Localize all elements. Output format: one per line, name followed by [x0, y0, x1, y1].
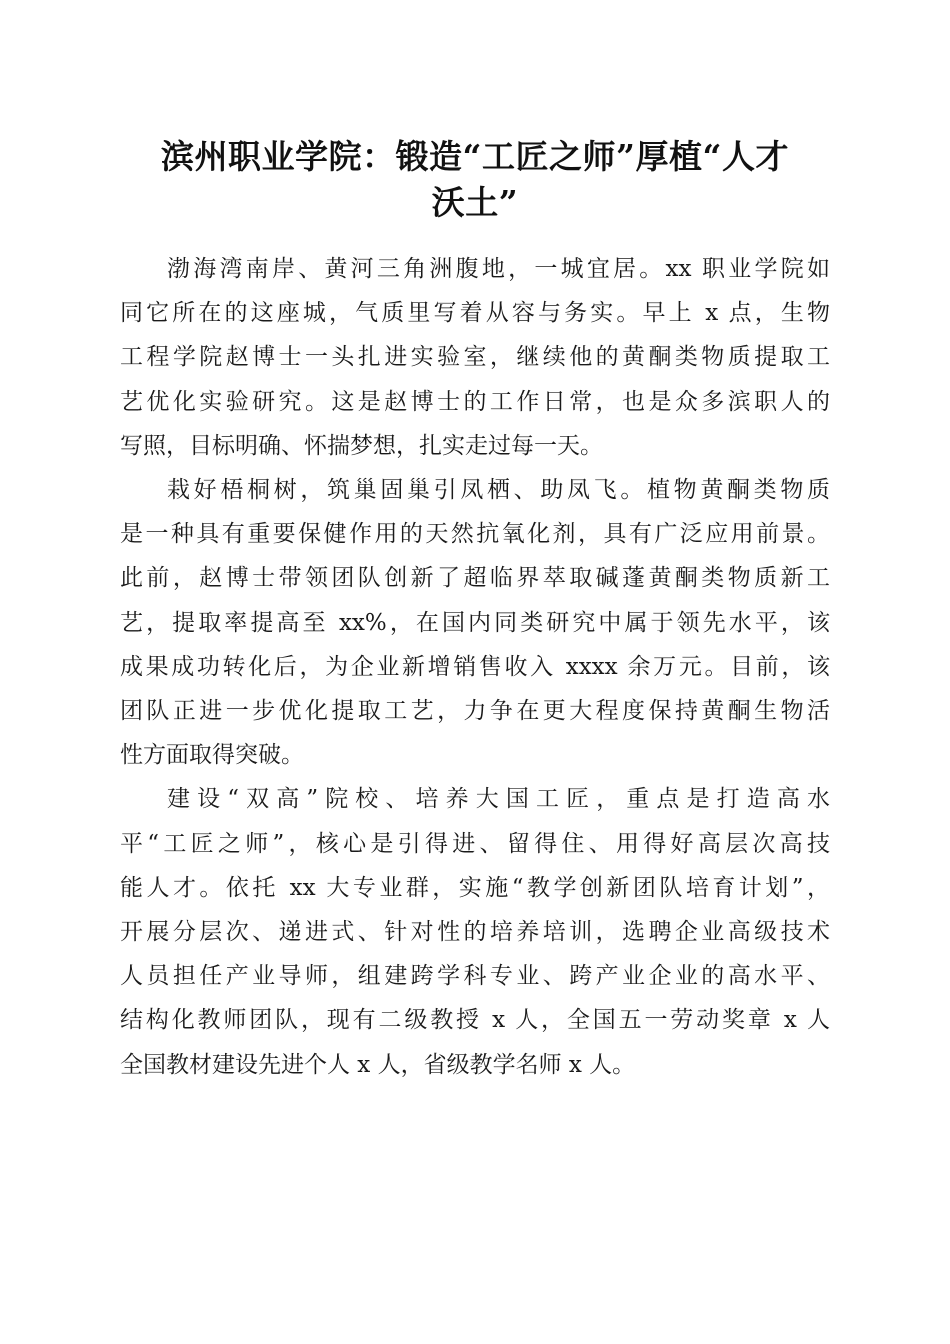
- text-line: 栽好梧桐树，筑巢固巢引凤栖、助凤飞。植物黄酮类物质: [167, 477, 830, 504]
- text-line: 成果成功转化后，为企业新增销售收入 xxxx 余万元。目前，该: [120, 653, 830, 680]
- text-line: 工程学院赵博士一头扎进实验室，继续他的黄酮类物质提取工: [120, 344, 830, 371]
- document-body: [120, 247, 830, 1087]
- text-line: 人员担任产业导师，组建跨学科专业、跨产业企业的高水平、: [120, 963, 830, 990]
- paragraph-2: [120, 468, 830, 777]
- title-line: 滨州职业学院：锻造“工匠之师”厚植“人才: [161, 137, 789, 176]
- text-line: 渤海湾南岸、黄河三角洲腹地，一城宜居。xx 职业学院如: [167, 256, 830, 282]
- title-line: 沃土”: [431, 183, 519, 222]
- text-line: 此前，赵博士带领团队创新了超临界萃取碱蓬黄酮类物质新工: [120, 565, 830, 592]
- paragraph-3: [120, 777, 830, 1086]
- document-title: [110, 134, 840, 226]
- text-line: 写照，目标明确、怀揣梦想，扎实走过每一天。: [120, 432, 603, 459]
- text-line: 建设“双高”院校、培养大国工匠，重点是打造高水: [167, 786, 830, 813]
- paragraph-1: [120, 247, 830, 468]
- text-line: 艺，提取率提高至 xx%，在国内同类研究中属于领先水平，该: [120, 609, 830, 636]
- text-line: 开展分层次、递进式、针对性的培养培训，选聘企业高级技术: [120, 919, 830, 946]
- text-line: 能人才。依托 xx 大专业群，实施“教学创新团队培育计划”，: [120, 874, 830, 901]
- text-line: 是一种具有重要保健作用的天然抗氧化剂，具有广泛应用前景。: [120, 521, 830, 548]
- text-line: 团队正进一步优化提取工艺，力争在更大程度保持黄酮生物活: [120, 698, 830, 725]
- text-line: 结构化教师团队，现有二级教授 x 人，全国五一劳动奖章 x 人: [120, 1007, 830, 1034]
- text-line: 全国教材建设先进个人 x 人，省级教学名师 x 人。: [120, 1051, 636, 1078]
- text-line: 平“工匠之师”，核心是引得进、留得住、用得好高层次高技: [120, 830, 830, 857]
- text-line: 艺优化实验研究。这是赵博士的工作日常，也是众多滨职人的: [120, 388, 830, 415]
- text-line: 性方面取得突破。: [120, 742, 304, 769]
- text-line: 同它所在的这座城，气质里写着从容与务实。早上 x 点，生物: [120, 300, 830, 327]
